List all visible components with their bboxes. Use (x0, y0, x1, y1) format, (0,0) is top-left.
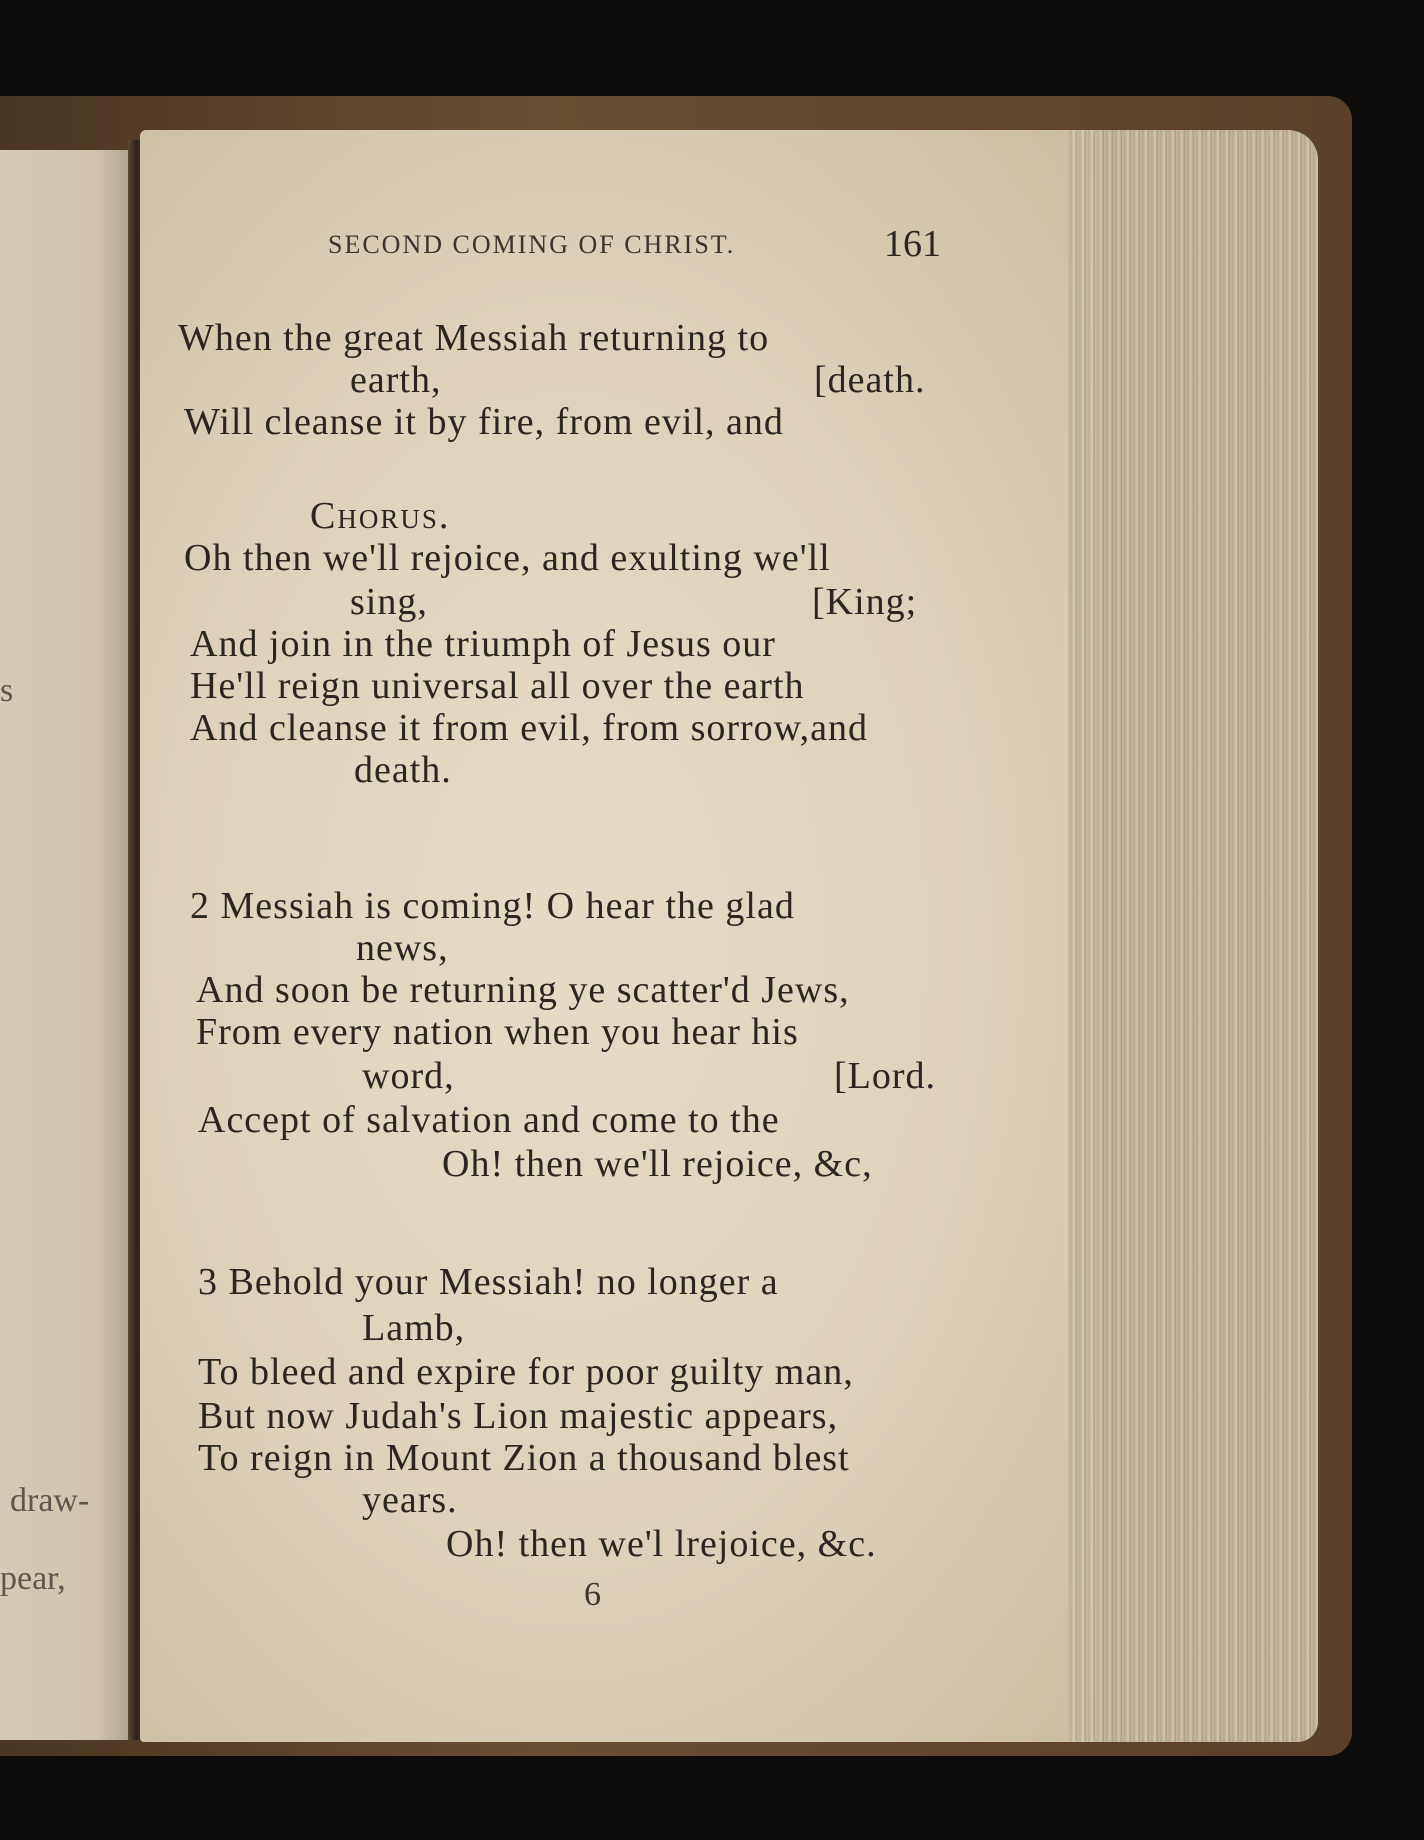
verse3-refrain: Oh! then we'l lrejoice, &c. (446, 1523, 877, 1565)
right-page (140, 130, 1100, 1742)
verse3-line1: 3 Behold your Messiah! no longer a (198, 1261, 779, 1303)
verse1-turnover: [death. (814, 359, 926, 401)
verse2-turnover: [Lord. (834, 1055, 937, 1097)
verse2-line5: word, (362, 1055, 455, 1097)
chorus-line1: Oh then we'll rejoice, and exulting we'll (184, 537, 831, 579)
chorus-line5: And cleanse it from evil, from sorrow,and (190, 707, 869, 749)
verse3-line4: But now Judah's Lion majestic appears, (198, 1395, 839, 1437)
verse2-line2: news, (356, 927, 449, 969)
chorus-label: Chorus. (310, 495, 451, 537)
verse1-line2: earth, (350, 359, 442, 401)
verse3-line2: Lamb, (362, 1307, 466, 1349)
chorus-line2: sing, (350, 581, 428, 623)
verse2-refrain: Oh! then we'll rejoice, &c, (442, 1143, 873, 1185)
signature-mark: 6 (584, 1576, 601, 1613)
left-fragment-pear: pear, (0, 1560, 66, 1597)
left-page (0, 150, 138, 1740)
verse1-line1: When the great Messiah returning to (178, 317, 770, 359)
chorus-turnover: [King; (812, 581, 918, 623)
verse2-line4: From every nation when you hear his (196, 1011, 799, 1053)
chorus-line3: And join in the triumph of Jesus our (190, 623, 776, 665)
left-fragment-draw: draw- (10, 1482, 90, 1519)
fore-edge (1068, 130, 1318, 1742)
verse3-line5: To reign in Mount Zion a thousand blest (198, 1437, 850, 1479)
running-head: SECOND COMING OF CHRIST. (328, 230, 736, 259)
verse2-line3: And soon be returning ye scatter'd Jews, (196, 969, 850, 1011)
page-number: 161 (884, 223, 941, 265)
chorus-line4: He'll reign universal all over the earth (190, 665, 805, 707)
chorus-line6: death. (354, 749, 452, 791)
left-fragment-s: s (0, 672, 14, 709)
verse3-line6: years. (362, 1479, 458, 1521)
verse2-line6: Accept of salvation and come to the (198, 1099, 780, 1141)
verse2-line1: 2 Messiah is coming! O hear the glad (190, 885, 795, 927)
verse3-line3: To bleed and expire for poor guilty man, (198, 1351, 854, 1393)
verse1-line3: Will cleanse it by fire, from evil, and (184, 401, 784, 443)
